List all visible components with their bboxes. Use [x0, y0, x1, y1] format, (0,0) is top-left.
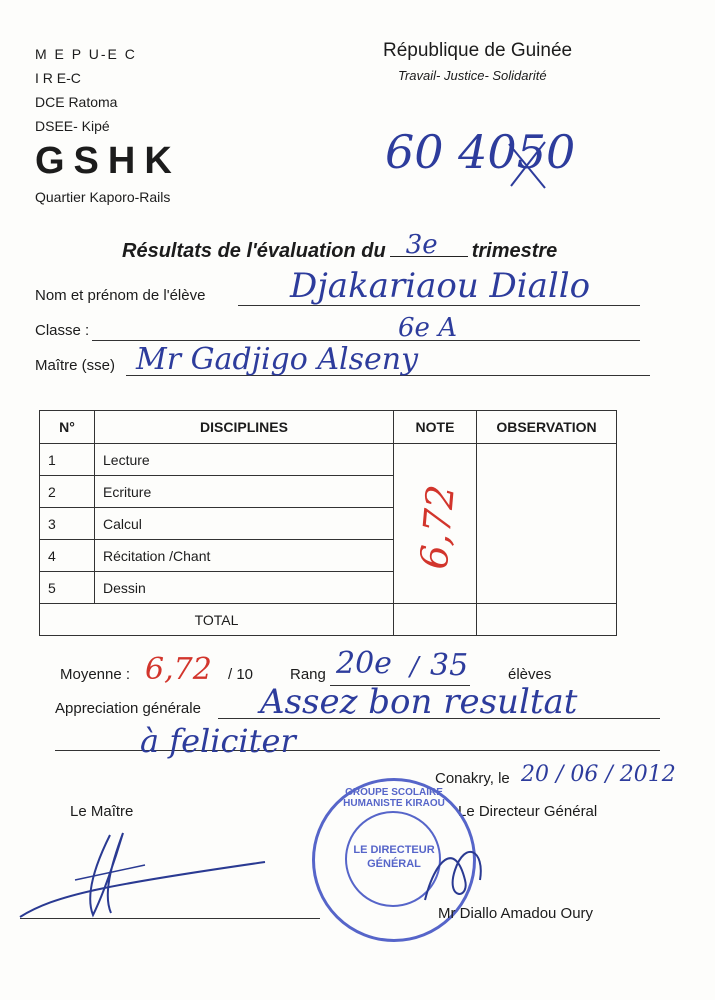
rang-value: 20e — [336, 646, 392, 681]
teacher-signature-line — [20, 918, 320, 919]
handwritten-number: 60 4050 — [385, 125, 576, 179]
motto: Travail- Justice- Solidarité — [398, 68, 547, 83]
total-note-cell — [394, 604, 477, 636]
stamp-ring-text: GROUPE SCOLAIRE HUMANISTE KIRAOU — [343, 787, 445, 809]
row-discipline: Ecriture — [95, 476, 394, 508]
row-index: 1 — [40, 444, 95, 476]
table-total-row — [40, 604, 617, 636]
title-suffix: trimestre — [471, 240, 558, 262]
header-line-2: I R E-C — [35, 70, 81, 86]
row-index: 2 — [40, 476, 95, 508]
observation-cell — [477, 444, 617, 604]
title-prefix: Résultats de l'évaluation du — [122, 240, 386, 262]
moyenne-unit: / 10 — [228, 666, 254, 683]
director-signature — [415, 820, 495, 910]
place-label: Conakry, le — [435, 770, 510, 787]
total-observation-cell — [477, 604, 617, 636]
rang-separator: / — [410, 652, 419, 682]
row-index: 4 — [40, 540, 95, 572]
rang-label: Rang — [290, 666, 326, 683]
row-index: 5 — [40, 572, 95, 604]
table-row — [40, 444, 617, 476]
stamp-center-text: LE DIRECTEUR GÉNÉRAL — [353, 844, 435, 870]
page-title — [122, 230, 558, 263]
class-label: Classe : — [35, 322, 90, 339]
header-line-4: DSEE- Kipé — [35, 118, 110, 134]
moyenne-value: 6,72 — [145, 652, 212, 687]
col-header-disciplines: DISCIPLINES — [95, 411, 394, 444]
teacher-label: Maître (sse) — [35, 357, 116, 374]
appreciation-label: Appreciation générale — [55, 700, 201, 717]
school-name: GSHK — [35, 140, 181, 182]
total-label: TOTAL — [40, 604, 394, 636]
school-quartier: Quartier Kaporo-Rails — [35, 189, 171, 205]
term-value: 3e — [405, 230, 438, 260]
table-header-row — [40, 411, 617, 444]
note-handwritten: 6,72 — [411, 482, 463, 572]
appreciation-value-1: Assez bon resultat — [260, 682, 578, 722]
maitre-label: Le Maître — [70, 803, 134, 820]
header-line-3: DCE Ratoma — [35, 94, 118, 110]
row-index: 3 — [40, 508, 95, 540]
grades-table — [39, 410, 617, 636]
directeur-label: Le Directeur Général — [458, 803, 598, 820]
class-value: 6e A — [398, 313, 457, 343]
term-blank — [390, 230, 468, 260]
directeur-name: Mr Diallo Amadou Oury — [438, 905, 594, 922]
header-line-1: M E P U-E C — [35, 46, 137, 62]
teacher-value: Mr Gadjigo Alseny — [136, 342, 419, 377]
header-left-block — [35, 42, 137, 138]
moyenne-label: Moyenne : — [60, 666, 131, 683]
strike-mark — [505, 138, 550, 193]
name-value: Djakariaou Diallo — [290, 266, 591, 306]
date-value: 20 / 06 / 2012 — [521, 762, 676, 787]
name-label: Nom et prénom de l'élève — [35, 287, 206, 304]
eleves-label: élèves — [508, 666, 552, 683]
col-header-note: NOTE — [394, 411, 477, 444]
row-discipline: Récitation /Chant — [95, 540, 394, 572]
teacher-signature — [15, 825, 275, 925]
col-header-n: N° — [40, 411, 95, 444]
class-line — [92, 340, 640, 341]
row-discipline: Dessin — [95, 572, 394, 604]
row-discipline: Calcul — [95, 508, 394, 540]
total-students: 35 — [430, 648, 469, 683]
col-header-observation: OBSERVATION — [477, 411, 617, 444]
appreciation-value-2: à feliciter — [140, 722, 296, 760]
republic-title: République de Guinée — [383, 40, 573, 61]
row-discipline: Lecture — [95, 444, 394, 476]
